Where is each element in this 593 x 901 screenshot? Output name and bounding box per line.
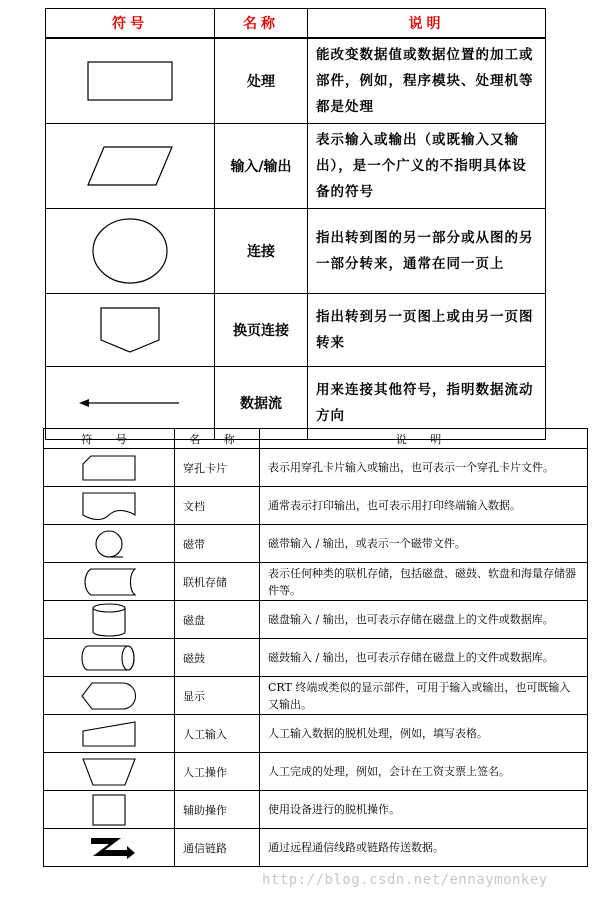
parallelogram-icon <box>80 141 180 191</box>
symbol-name: 连接 <box>215 209 308 294</box>
symbol-description: 通过远程通信线路或链路传送数据。 <box>260 829 588 867</box>
table-row <box>46 124 546 209</box>
symbol-name: 穿孔卡片 <box>175 449 260 487</box>
symbol-name: 输入/输出 <box>215 124 308 209</box>
header-description: 说 明 <box>260 429 588 449</box>
watermark-url: http://blog.csdn.net/ennaymonkey <box>262 872 548 888</box>
symbol-name: 数据流 <box>215 367 308 440</box>
symbol-name: 显示 <box>175 677 260 715</box>
symbol-name: 联机存储 <box>175 563 260 601</box>
symbol-name: 通信链路 <box>175 829 260 867</box>
symbol-description: 磁鼓输入 / 输出，也可表示存储在磁盘上的文件或数据库。 <box>260 639 588 677</box>
symbol-name: 人工操作 <box>175 753 260 791</box>
punched-card-icon <box>79 453 139 483</box>
symbol-description: 通常表示打印输出，也可表示用打印终端输入数据。 <box>260 487 588 525</box>
magnetic-disk-icon <box>87 602 131 638</box>
symbol-description: 表示任何种类的联机存储，包括磁盘、磁鼓、软盘和海量存储器件等。 <box>260 563 588 601</box>
ellipse-connector-icon <box>80 216 180 286</box>
table-row <box>44 829 588 867</box>
flowchart-symbols-table-extended <box>43 428 588 867</box>
manual-input-icon <box>79 719 139 749</box>
symbol-description: 人工完成的处理，例如，会计在工资支票上签名。 <box>260 753 588 791</box>
auxiliary-operation-icon <box>89 793 129 827</box>
header-description: 说明 <box>308 9 546 39</box>
magnetic-drum-icon <box>78 642 140 674</box>
table-row <box>46 38 546 124</box>
table-row <box>44 487 588 525</box>
symbol-name: 磁带 <box>175 525 260 563</box>
table-row <box>44 563 588 601</box>
symbol-description: CRT 终端或类似的显示部件，可用于输入或输出，也可既输入又输出。 <box>260 677 588 715</box>
symbol-name: 磁盘 <box>175 601 260 639</box>
symbol-description: 使用设备进行的脱机操作。 <box>260 791 588 829</box>
symbol-description: 指出转到另一页图上或由另一页图转来 <box>308 294 546 367</box>
table-row <box>46 294 546 367</box>
symbol-description: 用来连接其他符号，指明数据流动方向 <box>308 367 546 440</box>
table-header-row <box>44 429 588 449</box>
table-row <box>44 677 588 715</box>
symbol-name: 处理 <box>215 38 308 124</box>
symbol-description: 指出转到图的另一部分或从图的另一部分转来，通常在同一页上 <box>308 209 546 294</box>
document-icon <box>79 490 139 522</box>
symbol-name: 辅助操作 <box>175 791 260 829</box>
communication-link-icon <box>81 833 137 863</box>
arrow-left-icon <box>75 393 185 413</box>
table-row <box>46 209 546 294</box>
symbol-description: 表示输入或输出（或既输入又输出），是一个广义的不指明具体设备的符号 <box>308 124 546 209</box>
table-row <box>44 715 588 753</box>
symbol-description: 表示用穿孔卡片输入或输出，也可表示一个穿孔卡片文件。 <box>260 449 588 487</box>
magnetic-tape-icon <box>89 528 129 560</box>
symbol-description: 磁盘输入 / 输出，也可表示存储在磁盘上的文件或数据库。 <box>260 601 588 639</box>
symbol-name: 文档 <box>175 487 260 525</box>
table-row <box>44 601 588 639</box>
symbol-description: 能改变数据值或数据位置的加工或部件，例如，程序模块、处理机等都是处理 <box>308 38 546 124</box>
manual-operation-icon <box>79 756 139 788</box>
symbol-name: 换页连接 <box>215 294 308 367</box>
symbol-description: 磁带输入 / 输出，或表示一个磁带文件。 <box>260 525 588 563</box>
table-header-row <box>46 9 546 39</box>
offpage-connector-icon <box>95 304 165 356</box>
display-icon <box>78 680 140 712</box>
header-name: 名称 <box>215 9 308 39</box>
header-symbol: 符 号 <box>44 429 175 449</box>
table-row <box>44 639 588 677</box>
table-row <box>44 449 588 487</box>
table-row <box>44 753 588 791</box>
symbol-name: 人工输入 <box>175 715 260 753</box>
symbol-name: 磁鼓 <box>175 639 260 677</box>
online-storage-icon <box>79 566 139 598</box>
symbol-description: 人工输入数据的脱机处理，例如，填写表格。 <box>260 715 588 753</box>
table-row <box>44 525 588 563</box>
flowchart-symbols-table-main <box>45 8 546 440</box>
table-row <box>44 791 588 829</box>
header-name: 名 称 <box>175 429 260 449</box>
process-rectangle-icon <box>80 56 180 106</box>
header-symbol: 符号 <box>46 9 215 39</box>
